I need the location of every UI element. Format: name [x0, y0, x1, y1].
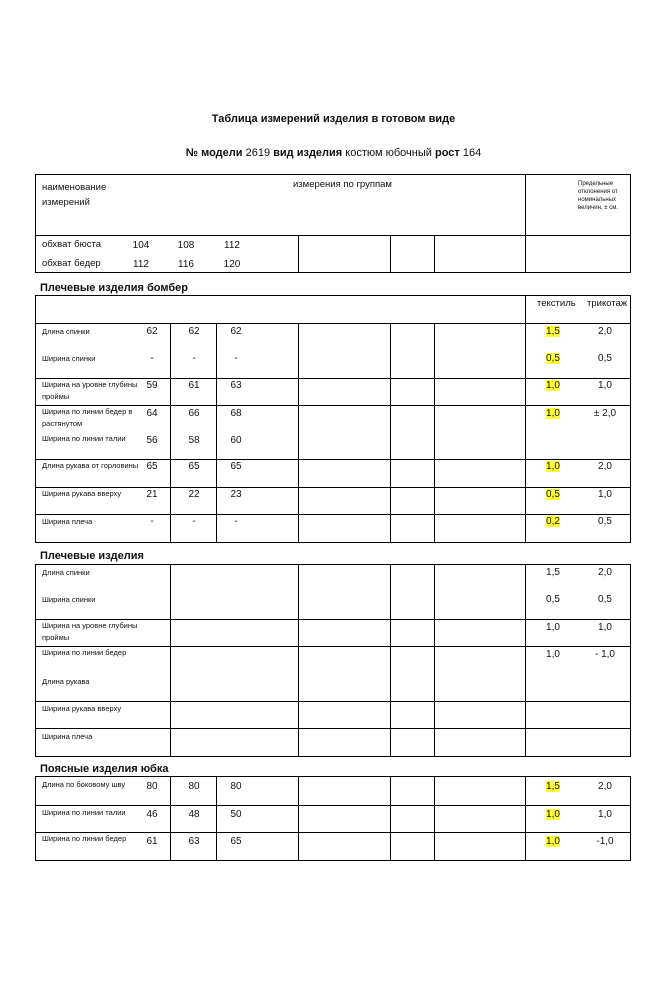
- s1-row-v2: 61: [188, 380, 200, 391]
- model-value: 2619: [245, 147, 271, 159]
- row-hips-v1: 112: [133, 259, 149, 270]
- row-bust-v2: 108: [177, 240, 195, 251]
- s1-row-v3: 63: [230, 380, 242, 391]
- s1-row-knit: 1,0: [598, 380, 612, 391]
- s1-row-textile: 1,0: [546, 380, 560, 391]
- s3-row-v1: 61: [146, 836, 158, 847]
- s1-row-v2: 58: [188, 435, 200, 446]
- s2-row-knit: 0,5: [598, 594, 612, 605]
- s3-row-name: Длина по боковому шву: [42, 780, 126, 789]
- s2-row-knit: 1,0: [598, 622, 612, 633]
- s3-row-v2: 48: [188, 809, 200, 820]
- s1-row-v1: 21: [146, 489, 158, 500]
- document-title: Таблица измерений изделия в готовом виде: [211, 113, 456, 125]
- section1-title: Плечевые изделия бомбер: [40, 282, 188, 294]
- s1-row-v3: -: [234, 516, 238, 527]
- model-label: № модели: [185, 147, 243, 159]
- s1-row-textile: 0,2: [546, 516, 560, 527]
- s3-row-v1: 46: [146, 809, 158, 820]
- s1-row-name: Ширина плеча: [42, 517, 93, 526]
- s1-row-textile: 0,5: [546, 353, 560, 364]
- s1-row-textile: 1,5: [546, 326, 560, 337]
- s3-row-v2: 63: [188, 836, 200, 847]
- row-hips-name: обхват бедер: [42, 258, 101, 269]
- item-label: вид изделия: [273, 147, 343, 159]
- s1-row-v3: 65: [230, 461, 242, 472]
- s3-row-name: Ширина по линии талии: [42, 808, 126, 817]
- s1-row-v1: 62: [146, 326, 158, 337]
- s3-row-v1: 80: [146, 781, 158, 792]
- s1-row-knit: 2,0: [598, 326, 612, 337]
- row-hips-v2: 116: [178, 259, 194, 270]
- s1-row-name: Ширина спинки: [42, 354, 96, 363]
- s1-row-v1: 56: [146, 435, 158, 446]
- s3-row-v3: 80: [230, 781, 242, 792]
- s3-row-v3: 50: [230, 809, 242, 820]
- s3-row-textile: 1,5: [546, 781, 560, 792]
- s1-row-name: Ширина на уровне глубины проймы: [42, 380, 138, 401]
- s1-row-v2: -: [192, 516, 196, 527]
- s1-row-name: Длина спинки: [42, 327, 90, 336]
- s1-row-knit: 1,0: [598, 489, 612, 500]
- s1-row-knit: 2,0: [598, 461, 612, 472]
- s2-row-name: Длина рукава: [42, 677, 90, 686]
- row-bust-name: обхват бюста: [42, 239, 102, 250]
- s2-row-knit: 2,0: [598, 567, 612, 578]
- s1-row-name: Ширина по линии бедер в растянутом: [42, 407, 133, 428]
- s1-row-textile: 1,0: [546, 461, 560, 472]
- s1-row-v3: 60: [230, 435, 242, 446]
- s2-row-textile: 1,5: [546, 567, 560, 578]
- s3-row-knit: 1,0: [598, 809, 612, 820]
- s1-row-v2: -: [192, 353, 196, 364]
- s2-row-name: Ширина спинки: [42, 595, 96, 604]
- tolerance-header: Предельные отклонения от номинальных величин, ± см.: [578, 181, 618, 211]
- model-line: [0, 147, 667, 159]
- s1-row-v2: 65: [188, 461, 200, 472]
- height-value: 164: [462, 147, 482, 159]
- s1-row-name: Длина рукава от горловины: [42, 461, 139, 470]
- groups-header: измерения по группам: [293, 179, 392, 190]
- s1-row-v3: -: [234, 353, 238, 364]
- s2-row-textile: 1,0: [546, 622, 560, 633]
- s3-row-v2: 80: [188, 781, 200, 792]
- s1-row-v2: 62: [188, 326, 200, 337]
- s1-row-v2: 66: [188, 408, 200, 419]
- s3-row-knit: 2,0: [598, 781, 612, 792]
- s1-row-name: Ширина по линии талии: [42, 434, 126, 443]
- s3-row-textile: 1,0: [546, 836, 560, 847]
- s1-row-v3: 62: [230, 326, 242, 337]
- s2-row-name: Ширина на уровне глубины проймы: [42, 621, 138, 642]
- section2-title: Плечевые изделия: [40, 550, 144, 562]
- row-bust-v1: 104: [132, 240, 150, 251]
- row-bust-v3: 112: [224, 240, 240, 251]
- col-knit-header: трикотаж: [587, 298, 628, 309]
- s3-row-knit: -1,0: [596, 836, 614, 847]
- s2-row-name: Ширина по линии бедер: [42, 648, 127, 657]
- s1-row-textile: 1,0: [546, 408, 560, 419]
- s1-row-v3: 68: [230, 408, 242, 419]
- col-textile-header: текстиль: [537, 298, 576, 309]
- s2-row-name: Длина спинки: [42, 568, 90, 577]
- s1-row-v1: 65: [146, 461, 158, 472]
- item-value: костюм юбочный: [345, 147, 432, 159]
- s1-row-v3: 23: [230, 489, 242, 500]
- s2-row-textile: 0,5: [546, 594, 560, 605]
- height-label: рост: [434, 147, 460, 159]
- s2-row-name: Ширина плеча: [42, 732, 93, 741]
- s1-row-v2: 22: [188, 489, 200, 500]
- s1-row-v1: -: [150, 353, 154, 364]
- s3-row-name: Ширина по линии бедер: [42, 834, 127, 843]
- s1-row-knit: 0,5: [598, 516, 612, 527]
- s1-row-name: Ширина рукава вверху: [42, 489, 122, 498]
- col-name-header: наименование измерений: [42, 182, 107, 208]
- s2-row-knit: - 1,0: [594, 649, 615, 660]
- s1-row-v1: 64: [146, 408, 158, 419]
- row-hips-v3: 120: [223, 259, 241, 270]
- s2-row-name: Ширина рукава вверху: [42, 704, 122, 713]
- s1-row-textile: 0,5: [546, 489, 560, 500]
- s1-row-v1: -: [150, 516, 154, 527]
- s2-row-textile: 1,0: [546, 649, 560, 660]
- s1-row-knit: 0,5: [598, 353, 612, 364]
- s1-row-v1: 59: [146, 380, 158, 391]
- section3-title: Поясные изделия юбка: [40, 763, 169, 775]
- s1-row-knit: ± 2,0: [593, 408, 617, 419]
- s3-row-textile: 1,0: [546, 809, 560, 820]
- s3-row-v3: 65: [230, 836, 242, 847]
